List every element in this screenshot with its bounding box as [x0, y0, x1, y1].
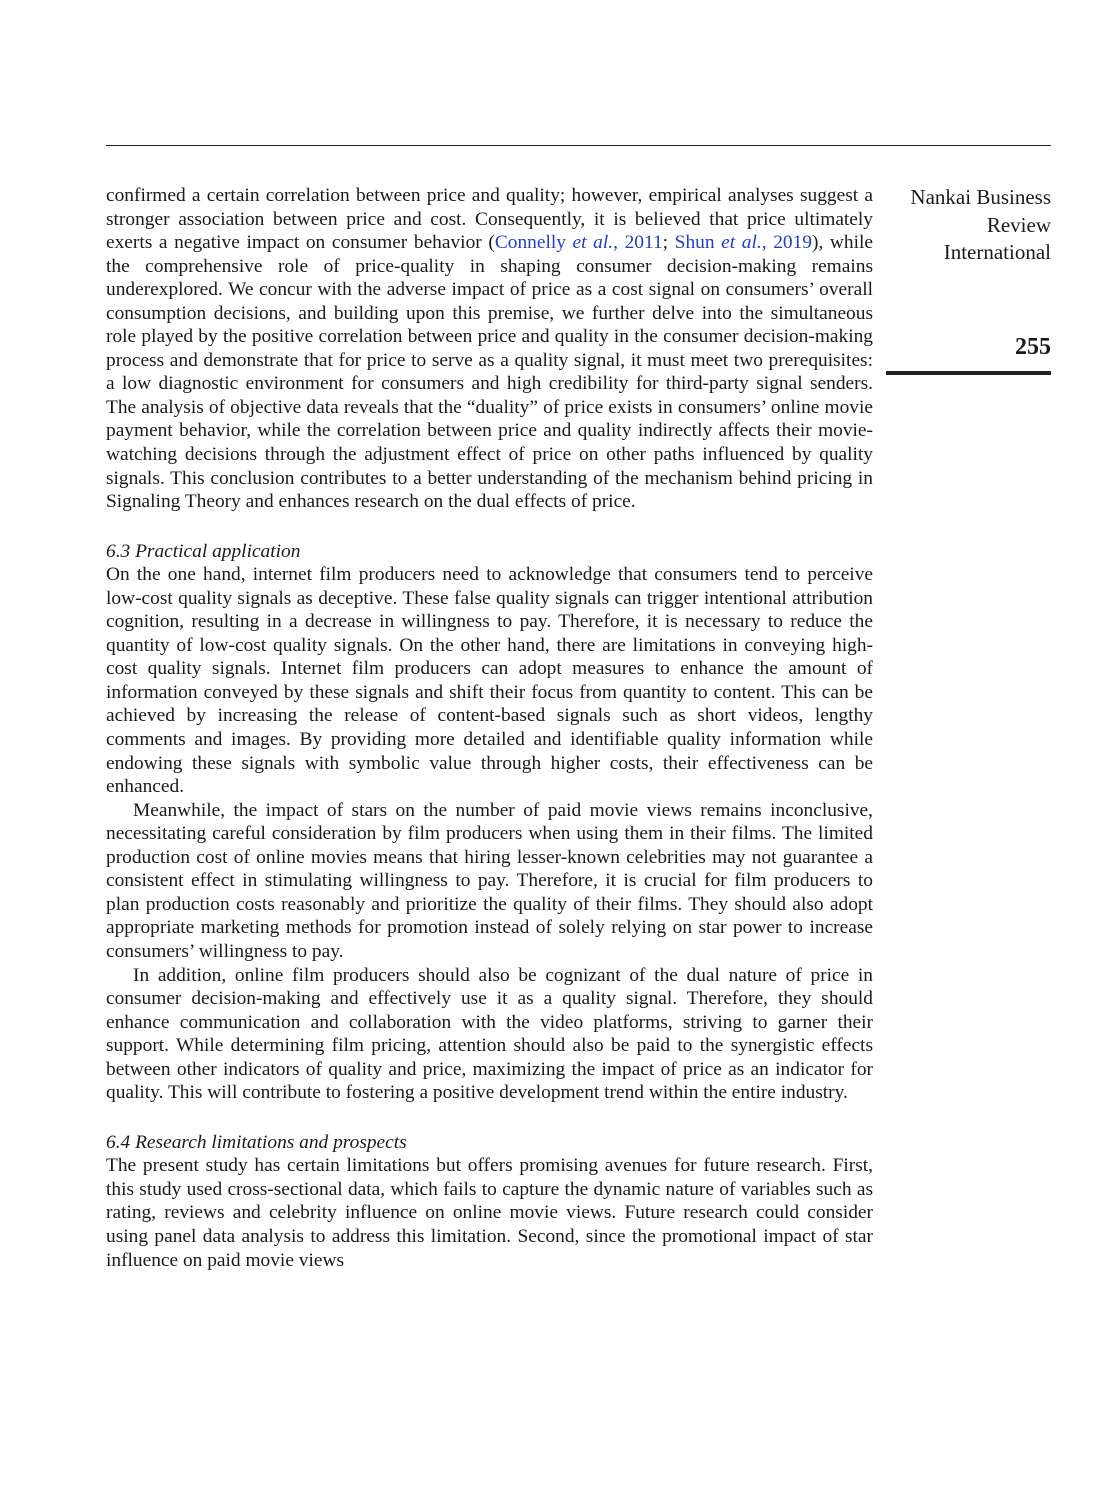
paragraph-6-3-3: In addition, online film producers should also be cognizant of the dual nature of price in consumer decision-making and effectively use it as a quality signal. Therefore, they should enhance communication and collaboration with the video platforms, striving to garner their support. While determining film pricing, attention should also be paid to the synergistic effects between other indicators of quality and price, maximizing the impact of price as an indicator for quality. This will contribute to fostering a positive development trend within the entire industry.	[106, 964, 873, 1104]
citation-shun[interactable]: Shun et al., 2019	[674, 232, 812, 254]
page-number-rule	[886, 371, 1051, 375]
page-number: 255	[1015, 334, 1051, 360]
header-rule	[106, 145, 1051, 146]
journal-name	[880, 184, 1051, 267]
paragraph-6-3-1: On the one hand, internet film producers need to acknowledge that consumers tend to perceive low-cost quality signals as deceptive. These false quality signals can trigger intentional attribution cognition, resulting in a decrease in willingness to pay. Therefore, it is necessary to reduce the quantity of low-cost quality signals. On the other hand, there are limitations in conveying high-cost quality signals. Internet film producers can adopt measures to enhance the amount of information conveyed by these signals and shift their focus from quantity to content. This can be achieved by increasing the release of content-based signals such as short videos, lengthy comments and images. By providing more detailed and identifiable quality information while endowing these signals with symbolic value through higher costs, their effectiveness can be enhanced.	[106, 564, 873, 798]
section-heading-6-3: 6.3 Practical application	[106, 540, 301, 562]
journal-name-line1: Nankai Business	[910, 185, 1051, 209]
journal-name-line3: International	[943, 240, 1051, 264]
paragraph-text: confirmed a certain correlation between price and quality; however, empirical analyses suggest a stronger association between price and cost. Consequently, it is believed that price ultimately exerts a negative impact on consumer behavior (	[106, 185, 873, 254]
main-column	[106, 184, 873, 1272]
citation-connelly[interactable]: Connelly et al., 2011	[494, 232, 663, 254]
citation-separator: ;	[662, 232, 675, 254]
journal-name-line2: Review	[986, 212, 1051, 237]
paragraph-intro	[106, 184, 873, 514]
paragraph-text: ), while the comprehensive role of price-quality in shaping consumer decision-making remains underexplored. We concur with the adverse impact of price as a cost signal on consumers’ overall consumption decisions, and building upon this premise, we further delve into the simultaneous role played by the positive correlation between price and quality in the consumer decision-making process and demonstrate that for price to serve as a quality signal, it must meet two prerequisites: a low diagnostic environment for consumers and high credibility for third-party signal senders. The analysis of objective data reveals that the “duality” of price exists in consumers’ online movie payment behavior, while the correlation between price and quality indirectly affects their movie-watching decisions through the adjustment effect of price on other paths influenced by quality signals. This conclusion contributes to a better understanding of the mechanism behind pricing in Signaling Theory and enhances research on the dual effects of price.	[106, 232, 874, 513]
paragraph-6-3-2: Meanwhile, the impact of stars on the number of paid movie views remains inconclusive, necessitating careful consideration by film producers when using them in their films. The limited production cost of online movies means that hiring lesser-known celebrities may not guarantee a consistent effect in stimulating willingness to pay. Therefore, it is crucial for film producers to plan production costs reasonably and prioritize the quality of their films. They should also adopt appropriate marketing methods for promotion instead of solely relying on star power to increase consumers’ willingness to pay.	[106, 799, 873, 962]
paragraph-6-4-1: The present study has certain limitations but offers promising avenues for future research. First, this study used cross-sectional data, which fails to capture the dynamic nature of variables such as rating, reviews and celebrity influence on online movie views. Future research could consider using panel data analysis to address this limitation. Second, since the promotional impact of star influence on paid movie views	[106, 1155, 873, 1271]
section-heading-6-4: 6.4 Research limitations and prospects	[106, 1131, 407, 1153]
